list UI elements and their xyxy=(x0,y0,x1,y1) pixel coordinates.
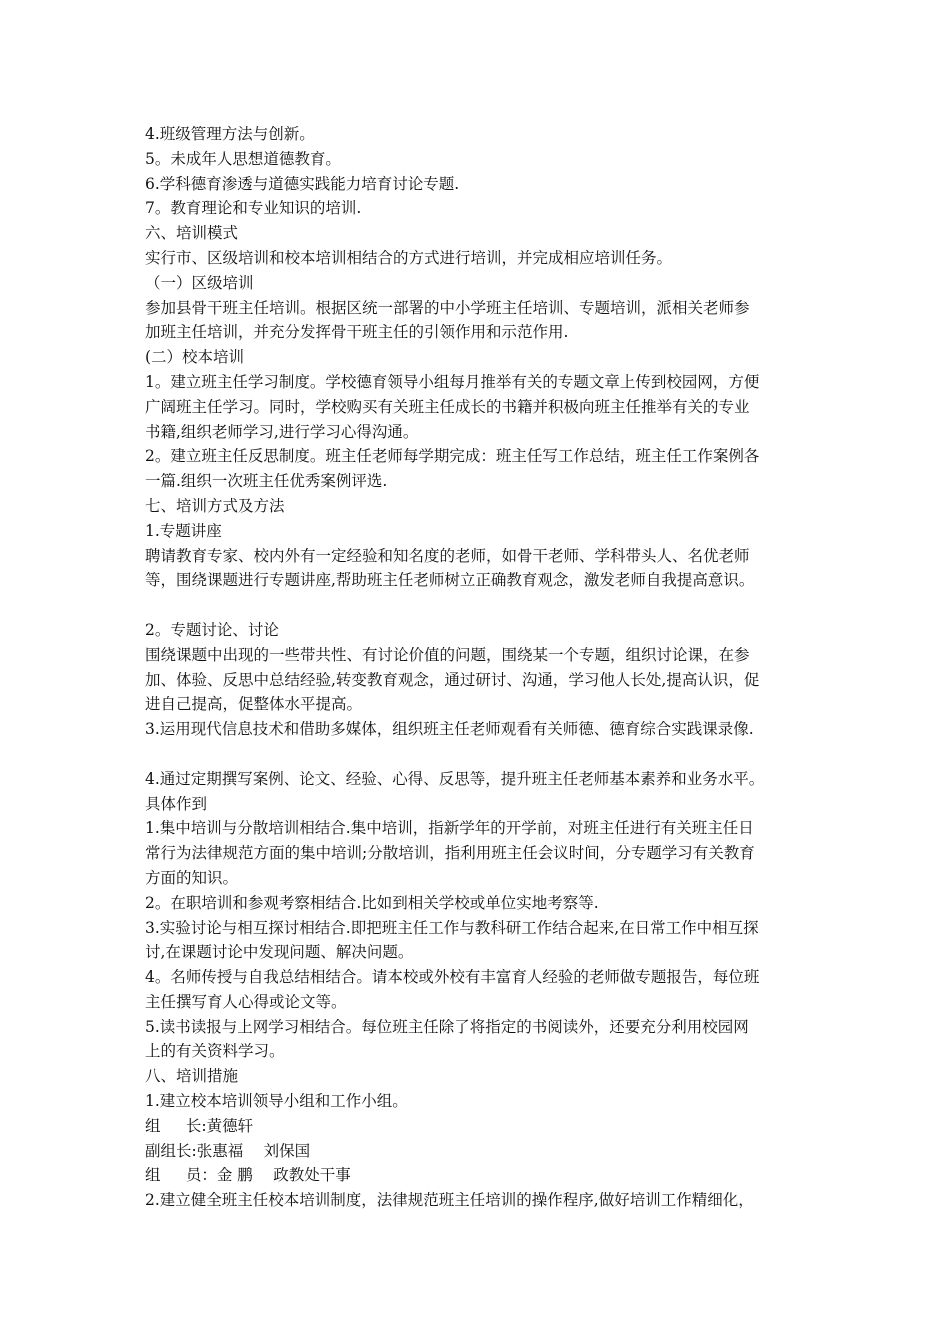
text-line: 围绕课题中出现的一些带共性、有讨论价值的问题，围绕某一个专题，组织讨论课，在参 xyxy=(145,645,750,664)
text-line: 组 员：金 鹏 政教处干事 xyxy=(145,1166,351,1185)
text-line: 4。名师传授与自我总结相结合。请本校或外校有丰富育人经验的老师做专题报告，每位班 xyxy=(145,968,760,987)
text-line: 主任撰写育人心得或论文等。 xyxy=(145,992,347,1011)
blank-line xyxy=(145,742,815,767)
text-line: 实行市、区级培训和校本培训相结合的方式进行培训，并完成相应培训任务。 xyxy=(145,248,673,267)
text-line: 2.建立健全班主任校本培训制度，法律规范班主任培训的操作程序,做好培训工作精细化， xyxy=(145,1191,754,1210)
text-line: 2。专题讨论、讨论 xyxy=(145,620,279,639)
text-line: 聘请教育专家、校内外有一定经验和知名度的老师，如骨干老师、学科带头人、名优老师 xyxy=(145,546,750,565)
text-line: 加班主任培训，并充分发挥骨干班主任的引领作用和示范作用. xyxy=(145,323,569,342)
section-heading: 六、培训模式 xyxy=(145,224,239,243)
text-line: 常行为法律规范方面的集中培训;分散培训，指利用班主任会议时间，分专题学习有关教育 xyxy=(145,844,755,863)
text-line: 1.建立校本培训领导小组和工作小组。 xyxy=(145,1092,408,1111)
text-line: 等，围绕课题进行专题讲座,帮助班主任老师树立正确教育观念，激发老师自我提高意识。 xyxy=(145,571,755,590)
text-line: 5。未成年人思想道德教育。 xyxy=(145,149,341,168)
text-line: 1.集中培训与分散培训相结合.集中培训，指新学年的开学前，对班主任进行有关班主任日 xyxy=(145,819,754,838)
text-line: 进自己提高，促整体水平提高。 xyxy=(145,695,363,714)
text-line: 方面的知识。 xyxy=(145,868,239,887)
blank-line xyxy=(145,593,815,618)
text-line: 具体作到 xyxy=(145,794,208,813)
section-heading: 八、培训措施 xyxy=(145,1067,239,1086)
text-line: 4.班级管理方法与创新。 xyxy=(145,125,315,143)
text-line: 书籍,组织老师学习,进行学习心得沟通。 xyxy=(145,422,419,441)
subsection-heading: （一）区级培训 xyxy=(145,273,254,292)
text-line: 副组长:张惠福 刘保国 xyxy=(145,1141,311,1160)
text-line: 2。在职培训和参观考察相结合.比如到相关学校或单位实地考察等. xyxy=(145,893,599,912)
section-heading: 七、培训方式及方法 xyxy=(145,496,285,515)
subsection-heading: (二）校本培训 xyxy=(145,348,245,367)
text-line: 讨,在课题讨论中发现问题、解决问题。 xyxy=(145,943,414,962)
document-page xyxy=(145,122,815,1213)
text-line: 6.学科德育渗透与道德实践能力培育讨论专题. xyxy=(145,174,460,193)
text-line: 上的有关资料学习。 xyxy=(145,1042,285,1061)
text-line: 1。建立班主任学习制度。学校德育领导小组每月推举有关的专题文章上传到校园网，方便 xyxy=(145,372,760,391)
text-line: 4.通过定期撰写案例、论文、经验、心得、反思等，提升班主任老师基本素养和业务水平。 xyxy=(145,769,765,788)
text-line: 2。建立班主任反思制度。班主任老师每学期完成：班主任写工作总结，班主任工作案例各 xyxy=(145,447,760,466)
text-line: 加、体验、反思中总结经验,转变教育观念，通过研讨、沟通，学习他人长处,提高认识，促 xyxy=(145,670,760,689)
text-line: 广阔班主任学习。同时，学校购买有关班主任成长的书籍并积极向班主任推举有关的专业 xyxy=(145,397,750,416)
text-line: 1.专题讲座 xyxy=(145,521,222,540)
text-line: 3.运用现代信息技术和借助多媒体，组织班主任老师观看有关师德、德育综合实践课录像. xyxy=(145,720,754,739)
text-line: 一篇.组织一次班主任优秀案例评选. xyxy=(145,472,388,491)
text-line: 参加县骨干班主任培训。根据区统一部署的中小学班主任培训、专题培训，派相关老师参 xyxy=(145,298,750,317)
text-line: 3.实验讨论与相互探讨相结合.即把班主任工作与教科研工作结合起来,在日常工作中相互探 xyxy=(145,918,759,937)
text-line: 5.读书读报与上网学习相结合。每位班主任除了将指定的书阅读外，还要充分利用校园网 xyxy=(145,1017,749,1036)
text-line: 7。教育理论和专业知识的培训. xyxy=(145,199,362,218)
text-line: 组 长:黄德轩 xyxy=(145,1116,254,1135)
